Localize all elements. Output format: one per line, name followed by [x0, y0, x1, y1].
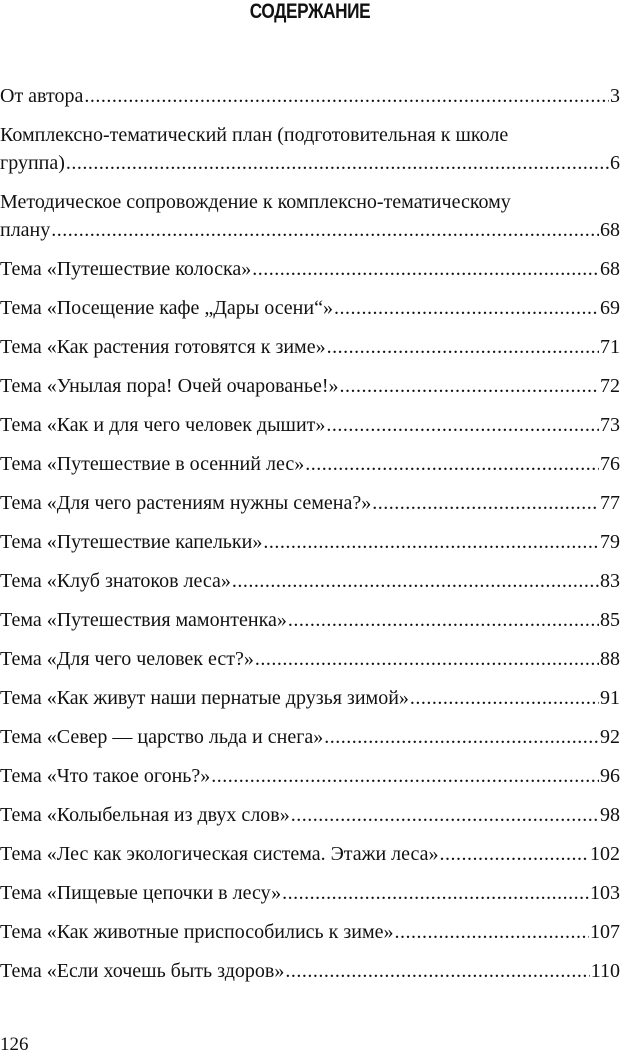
toc-entry[interactable]	[0, 528, 620, 556]
toc-entry-page: 77	[600, 492, 620, 514]
dot-leader	[340, 372, 600, 400]
dot-leader	[395, 918, 590, 946]
dot-leader	[263, 528, 599, 556]
toc-entry[interactable]	[0, 723, 620, 751]
toc-entry-page: 91	[600, 687, 620, 709]
dot-leader	[282, 879, 589, 907]
toc-entry-title: Тема «Колыбельная из двух слов»	[0, 804, 290, 826]
toc-entry-title: Тема «Клуб знатоков леса»	[0, 570, 231, 592]
toc-entry[interactable]	[0, 762, 620, 790]
dot-leader	[440, 840, 589, 868]
toc-entry-title: Тема «Как растения готовятся к зиме»	[0, 336, 326, 358]
dot-leader	[372, 489, 599, 517]
toc-entry-title: Тема «Пищевые цепочки в лесу»	[0, 882, 282, 904]
dot-leader	[324, 723, 599, 751]
toc-entry[interactable]	[0, 489, 620, 517]
toc-entry-page: 79	[600, 531, 620, 553]
toc-entry[interactable]	[0, 840, 620, 868]
toc-entry[interactable]	[0, 879, 620, 907]
toc-entry-page: 73	[600, 414, 620, 436]
toc-entry-title: Тема «Север — царство льда и снега»	[0, 726, 324, 748]
toc-entry[interactable]	[0, 333, 620, 361]
toc-entry-page: 88	[600, 648, 620, 670]
toc-entry-page: 83	[600, 570, 620, 592]
toc-entry-page: 68	[600, 258, 620, 280]
dot-leader	[326, 411, 599, 439]
toc-entry-page: 6	[610, 152, 620, 174]
dot-leader	[334, 294, 599, 322]
toc-entry-title: Тема «Путешествие колоска»	[0, 258, 252, 280]
toc-entry-page: 110	[590, 960, 620, 982]
toc-entry-page: 107	[590, 921, 620, 943]
toc-entry-page: 76	[600, 453, 620, 475]
dot-leader	[51, 216, 599, 244]
dot-leader	[327, 333, 599, 361]
dot-leader	[211, 762, 599, 790]
toc-entry-title: Тема «Как и для чего человек дышит»	[0, 414, 326, 436]
toc-entry-title: Тема «Для чего растениям нужны семена?»	[0, 492, 372, 514]
toc-entry[interactable]	[0, 645, 620, 673]
toc-entry-page: 96	[600, 765, 620, 787]
toc-entry-page: 68	[600, 219, 620, 241]
toc-entry[interactable]	[0, 188, 620, 244]
toc-entry-title: плану	[0, 219, 51, 241]
dot-leader	[255, 645, 599, 673]
toc-entry[interactable]	[0, 957, 620, 985]
toc-entry[interactable]	[0, 82, 620, 110]
toc-entry[interactable]	[0, 918, 620, 946]
dot-leader	[84, 82, 609, 110]
toc-entry-page: 98	[600, 804, 620, 826]
dot-leader	[305, 450, 599, 478]
toc-entry[interactable]	[0, 294, 620, 322]
toc-entry-title: группа)	[0, 152, 65, 174]
toc-entry-title: Тема «Путешествия мамонтенка»	[0, 609, 287, 631]
toc-entry[interactable]	[0, 450, 620, 478]
table-of-contents	[0, 82, 620, 985]
toc-entry-title: Тема «Если хочешь быть здоров»	[0, 960, 285, 982]
toc-entry[interactable]	[0, 684, 620, 712]
toc-entry-page: 71	[600, 336, 620, 358]
toc-entry[interactable]	[0, 255, 620, 283]
toc-entry-title-line1: Комплексно-тематический план (подготовительная к школе	[0, 124, 509, 146]
toc-entry[interactable]	[0, 567, 620, 595]
page-title: СОДЕРЖАНИЕ	[249, 0, 371, 23]
dot-leader	[410, 684, 599, 712]
toc-entry-page: 3	[610, 85, 620, 107]
toc-entry-title: Тема «Для чего человек ест?»	[0, 648, 254, 670]
toc-entry-title: Тема «Что такое огонь?»	[0, 765, 211, 787]
toc-entry-title-line1: Методическое сопровождение к комплексно-тематическому	[0, 191, 511, 213]
toc-entry-page: 103	[590, 882, 620, 904]
toc-entry-page: 72	[600, 375, 620, 397]
dot-leader	[288, 606, 599, 634]
dot-leader	[66, 149, 609, 177]
toc-entry-page: 102	[590, 843, 620, 865]
toc-entry-title: Тема «Как животные приспособились к зиме»	[0, 921, 394, 943]
toc-entry-page: 69	[600, 297, 620, 319]
toc-entry-title: Тема «Путешествие капельки»	[0, 531, 263, 553]
page-number: 126	[0, 1034, 29, 1055]
toc-entry-title: Тема «Лес как экологическая система. Этажи леса»	[0, 843, 439, 865]
toc-entry-title: Тема «Как живут наши пернатые друзья зимой»	[0, 687, 409, 709]
toc-entry[interactable]	[0, 121, 620, 177]
dot-leader	[291, 801, 599, 829]
toc-entry-title: От автора	[0, 85, 84, 107]
toc-entry-page: 92	[600, 726, 620, 748]
toc-entry-title: Тема «Путешествие в осенний лес»	[0, 453, 305, 475]
toc-entry[interactable]	[0, 411, 620, 439]
dot-leader	[232, 567, 599, 595]
toc-entry-page: 85	[600, 609, 620, 631]
toc-entry[interactable]	[0, 801, 620, 829]
toc-entry[interactable]	[0, 372, 620, 400]
dot-leader	[285, 957, 589, 985]
toc-entry-title: Тема «Посещение кафе „Дары осени“»	[0, 297, 333, 319]
dot-leader	[252, 255, 599, 283]
toc-entry-title: Тема «Унылая пора! Очей очарованье!»	[0, 375, 339, 397]
toc-entry[interactable]	[0, 606, 620, 634]
